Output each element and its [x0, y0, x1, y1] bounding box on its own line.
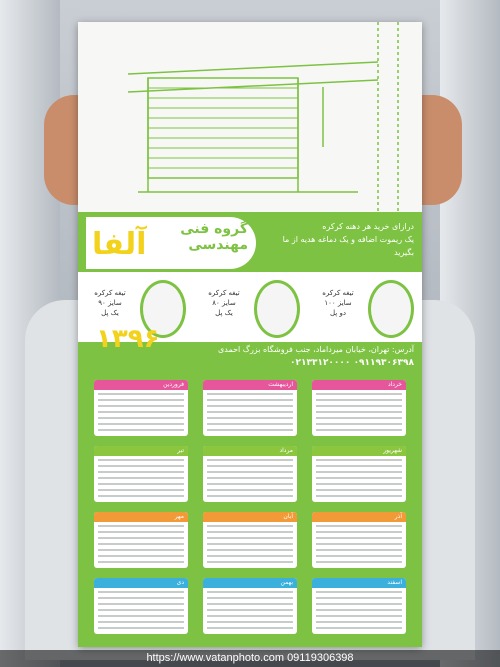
product-3 [310, 276, 414, 338]
month-block [94, 380, 188, 436]
month-days [98, 525, 184, 565]
calendar-grid [78, 374, 422, 647]
address-text: آدرس: تهران، خیابان میرداماد، جنب فروشگاه بزرگ احمدی [217, 345, 414, 354]
product-image [254, 280, 300, 338]
month-days [207, 459, 293, 499]
logo-subtitle [180, 221, 248, 253]
month-header [312, 578, 406, 588]
month-name: تیر [177, 447, 184, 454]
month-block [312, 446, 406, 502]
month-header [312, 512, 406, 522]
product-label: تیغه کرکره سایز ۹۰ یک پل [94, 289, 126, 317]
month-block [203, 512, 297, 568]
month-name: مهر [174, 513, 184, 520]
month-days [316, 459, 402, 499]
promo-line1: درازای خرید هر دهنه کرکره [322, 222, 414, 231]
month-header [203, 512, 297, 522]
product-label: تیغه کرکره سایز ۸۰ یک پل [208, 289, 240, 317]
month-name: بهمن [280, 579, 293, 586]
calendar-year: ۱۳۹۶ [96, 324, 160, 354]
month-days [98, 459, 184, 499]
product-image [368, 280, 414, 338]
month-header [94, 512, 188, 522]
month-block [203, 380, 297, 436]
month-header [94, 380, 188, 390]
month-header [312, 446, 406, 456]
logo-brand: آلفا [92, 227, 147, 262]
month-name: دی [176, 579, 184, 586]
month-block [94, 512, 188, 568]
logo-line2: مهندسی [188, 237, 248, 253]
month-block [203, 446, 297, 502]
month-days [207, 525, 293, 565]
month-days [316, 525, 402, 565]
shutter-drawing [78, 22, 422, 212]
logo [86, 217, 256, 269]
month-name: مرداد [279, 447, 293, 454]
promo-line2: یک ریموت اضافه و یک دماغه هدیه از ما بگیرید [282, 235, 414, 257]
month-header [203, 446, 297, 456]
month-block [312, 380, 406, 436]
month-days [98, 591, 184, 631]
phone-numbers: ۰۹۱۱۹۳۰۶۳۹۸ ۰۲۱۳۳۱۲۰۰۰۰ [289, 358, 414, 368]
month-name: آذر [394, 513, 402, 520]
product-label: تیغه کرکره سایز ۱۰۰ دو پل [322, 289, 354, 317]
month-days [98, 393, 184, 433]
footer-watermark: https://www.vatanphoto.com 09119306398 [146, 652, 354, 664]
month-name: فروردین [163, 381, 184, 388]
month-days [207, 393, 293, 433]
month-block [94, 446, 188, 502]
month-header [203, 578, 297, 588]
month-name: اسفند [387, 579, 402, 586]
month-header [94, 578, 188, 588]
shutter-illustration [78, 22, 422, 212]
month-block [312, 578, 406, 634]
month-header [312, 380, 406, 390]
month-name: شهریور [383, 447, 402, 454]
month-header [203, 380, 297, 390]
month-days [316, 393, 402, 433]
month-days [316, 591, 402, 631]
month-name: اردیبهشت [268, 381, 293, 388]
promo-text [264, 220, 414, 259]
logo-line1: گروه فنی [180, 221, 248, 237]
month-days [207, 591, 293, 631]
product-2 [196, 276, 300, 338]
month-header [94, 446, 188, 456]
poster [78, 22, 422, 647]
month-block [312, 512, 406, 568]
month-block [94, 578, 188, 634]
month-name: آبان [283, 513, 293, 520]
month-name: خرداد [387, 381, 402, 388]
month-block [203, 578, 297, 634]
